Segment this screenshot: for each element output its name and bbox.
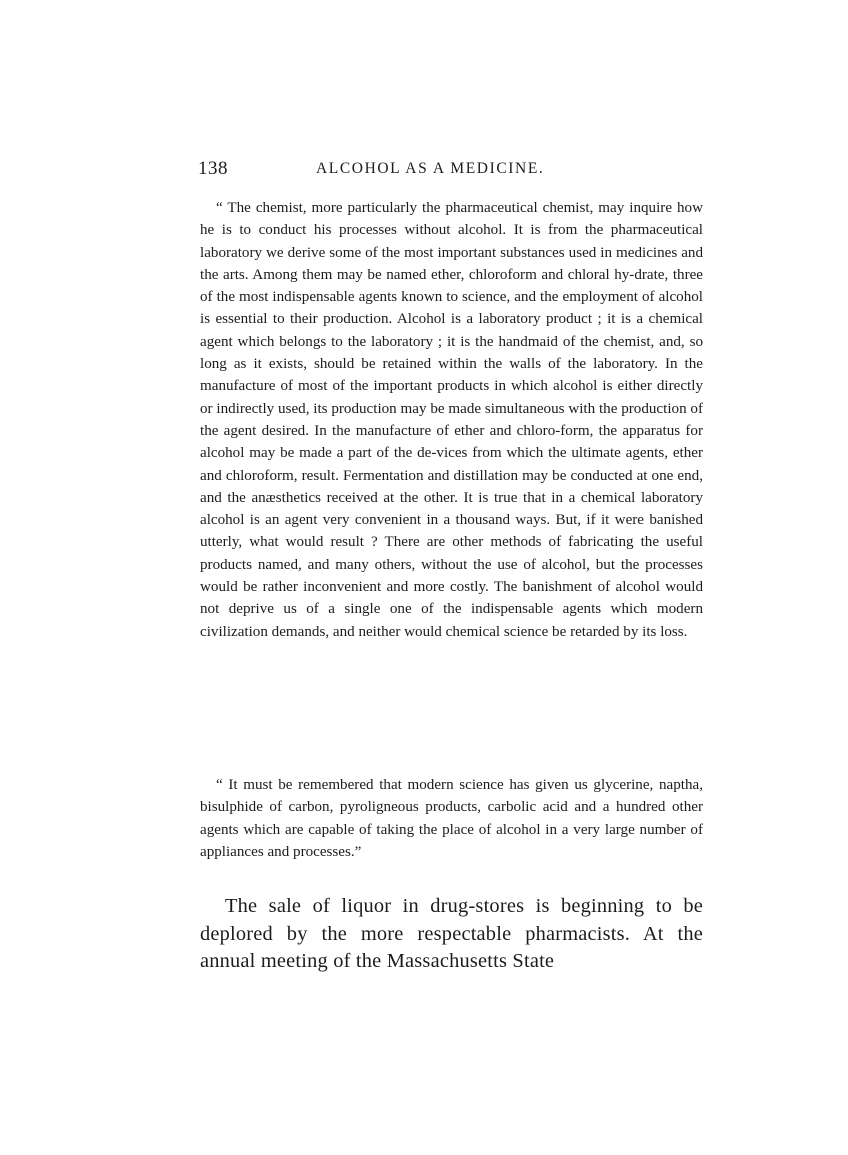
body-paragraph: The sale of liquor in drug-stores is beginning to be deplored by the more respectable pharmacists. At the annual meeting of the Massachusetts State bbox=[200, 895, 703, 972]
running-head-title: ALCOHOL AS A MEDICINE. bbox=[316, 160, 545, 177]
quoted-paragraph-1: “ The chemist, more particularly the pharmaceutical chemist, may inquire how he is to conduct his processes without alcohol. It is from the pharmaceutical laboratory we derive some of the most important substances used in medicines and the arts. Among them may be named ether, chloroform and chloral hy-drate, three of the most indispensable agents known to science, and the employment of alcohol is essential to their production. Alcohol is a laboratory product ; it is a chemical agent which belongs to the laboratory ; it is the handmaid of the chemist, and, so long as it exists, should be retained within the walls of the laboratory. In the manufacture of most of the important products in which alcohol is either directly or indirectly used, its production may be made simultaneous with the production of the agent desired. In the manufacture of ether and chloro-form, the apparatus for alcohol may be made a part of the de-vices from which the ultimate agents, ether and chloroform, result. Fermentation and distillation may be conducted at one end, and the anæsthetics received at the other. It is true that in a chemical laboratory alcohol is an agent very convenient in a thousand ways. But, if it were banished utterly, what would result ? There are other methods of fabricating the useful products named, and many others, without the use of alcohol, but the processes would be rather inconvenient and more costly. The banishment of alcohol would not deprive us of a single one of the indispensable agents which modern civilization demands, and neither would chemical science be retarded by its loss. bbox=[200, 200, 703, 640]
page-number: 138 bbox=[198, 158, 228, 179]
quoted-paragraph-2: “ It must be remembered that modern science has given us glycerine, naptha, bisulphide of carbon, pyroligneous products, carbolic acid and a hundred other agents which are capable of taking the place of alcohol in a very large number of appliances and processes.” bbox=[200, 777, 703, 860]
page-header bbox=[198, 158, 706, 186]
